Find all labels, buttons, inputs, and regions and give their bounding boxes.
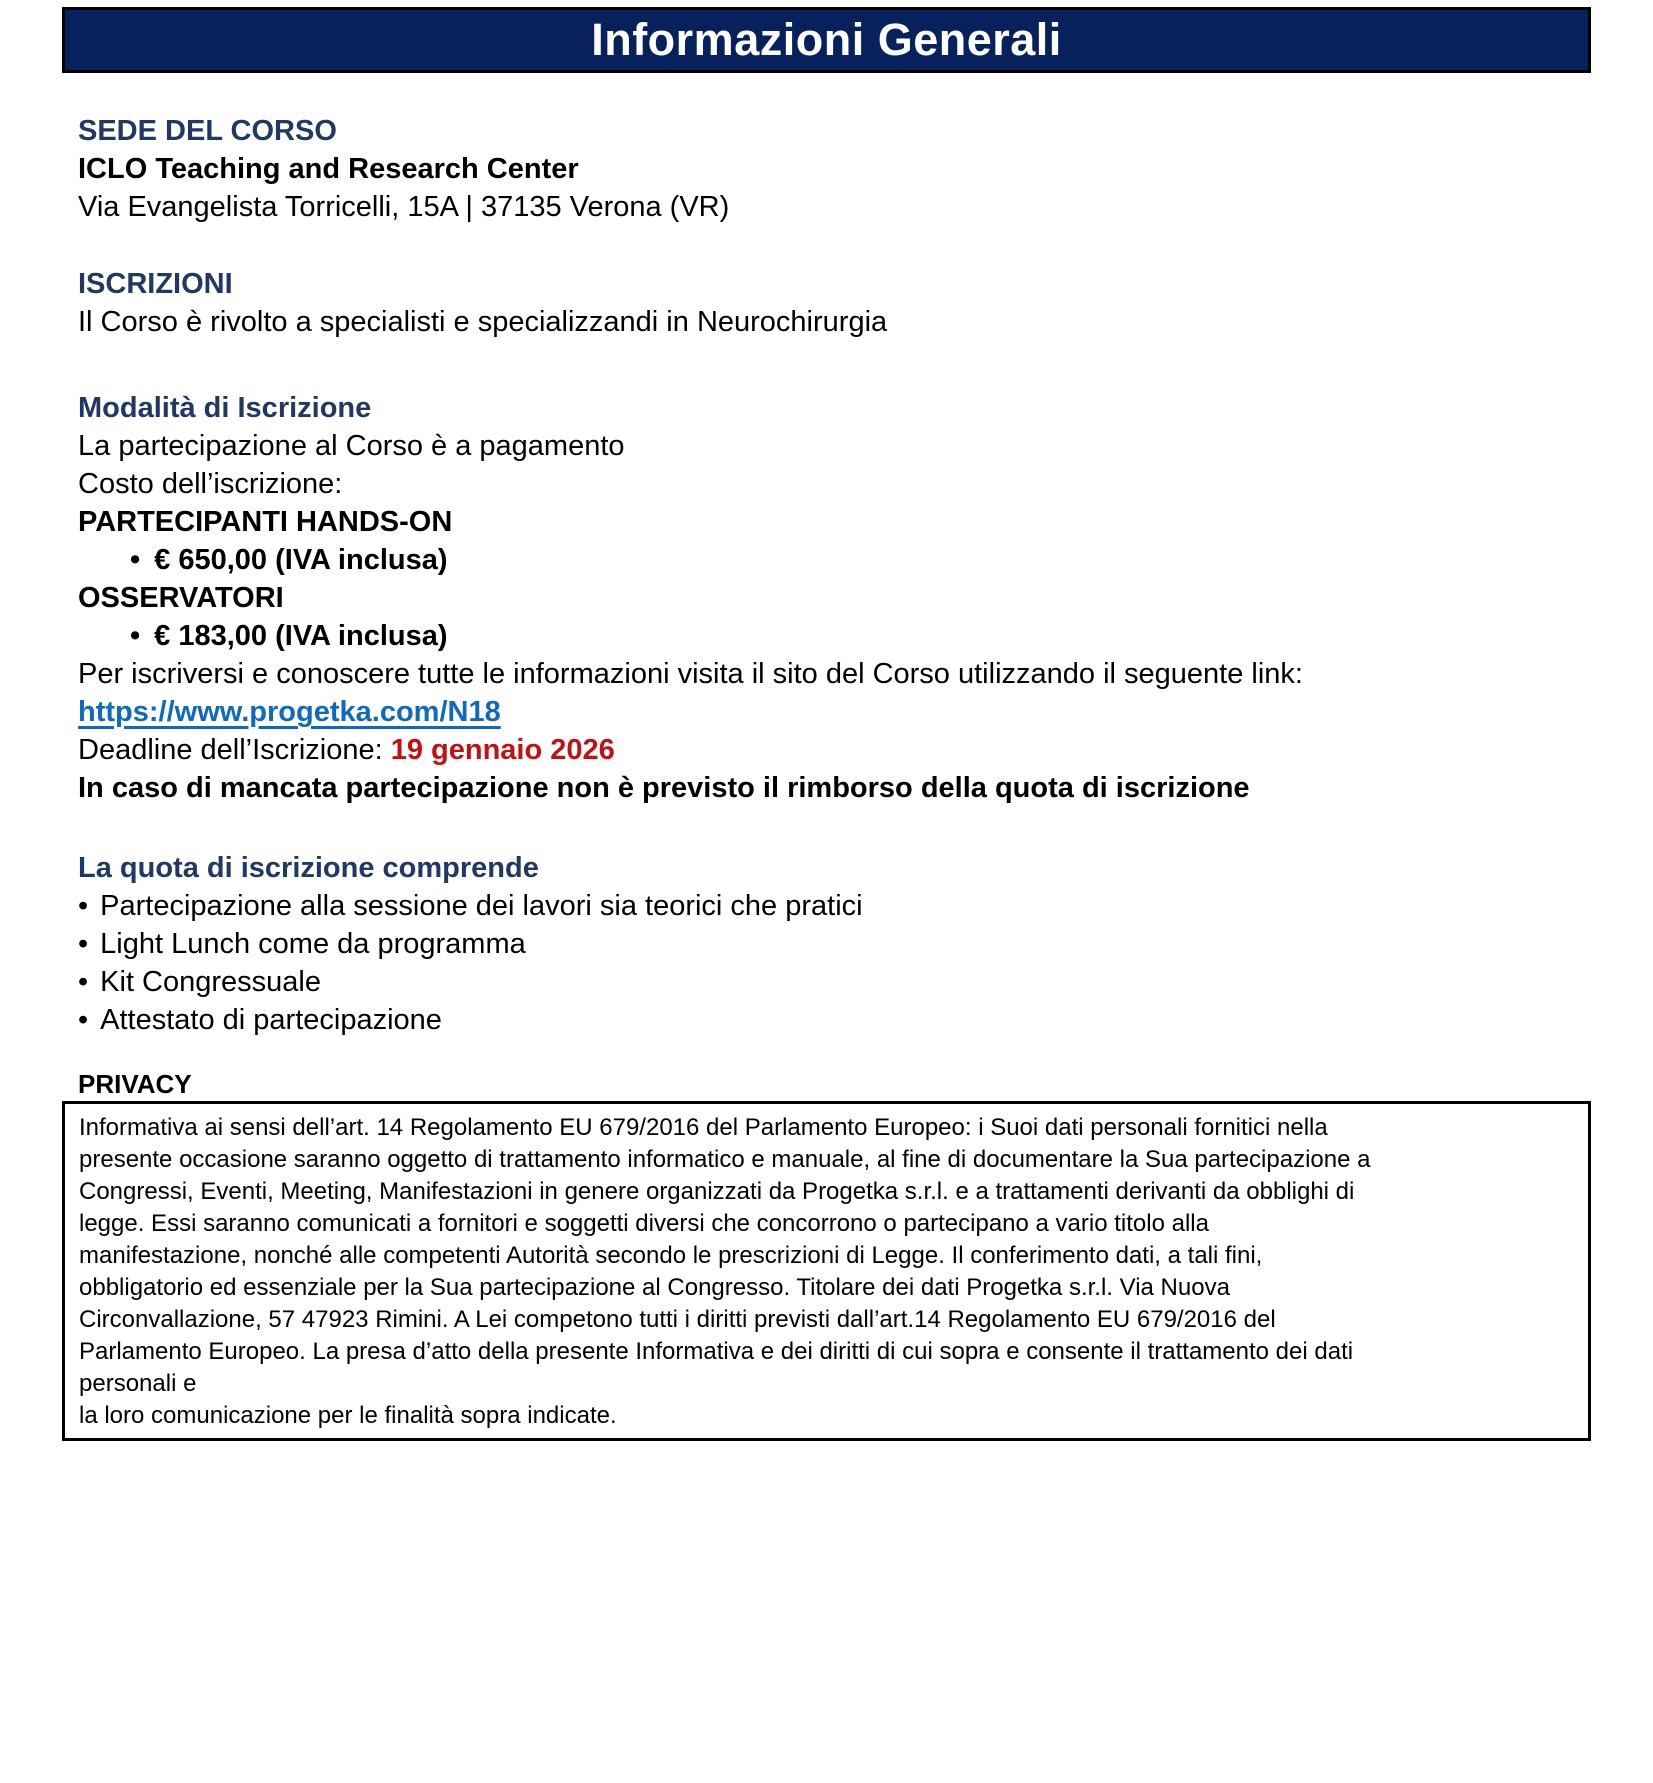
privacy-line: personali e: [79, 1370, 197, 1397]
registration-link[interactable]: https://www.progetka.com/N18: [78, 696, 501, 728]
venue-address: Via Evangelista Torricelli, 15A | 37135 Verona (VR): [78, 191, 730, 223]
privacy-line: presente occasione saranno oggetto di trattamento informatico e manuale, al fine di documentare la Sua partecipazione a: [79, 1146, 1371, 1173]
privacy-line: Parlamento Europeo. La presa d’atto della presente Informativa e dei diritti di cui sopra e consente il trattamento dei dati: [79, 1338, 1354, 1365]
privacy-line: obbligatorio ed essenziale per la Sua partecipazione al Congresso. Titolare dei dati Progetka s.r.l. Via Nuova: [79, 1274, 1230, 1301]
section-heading-iscrizioni: ISCRIZIONI: [78, 268, 233, 300]
page-title: Informazioni Generali: [591, 14, 1062, 65]
registration-link-line: [78, 693, 1581, 731]
privacy-line: legge. Essi saranno comunicati a fornitori e soggetti diversi che concorrono o partecipano a vario titolo alla: [79, 1210, 1209, 1237]
section-heading-quota: La quota di iscrizione comprende: [78, 852, 539, 884]
quota-item: • Light Lunch come da programma: [78, 925, 1581, 963]
venue-name: ICLO Teaching and Research Center: [78, 153, 579, 185]
deadline-label: Deadline dell’Iscrizione:: [78, 734, 391, 766]
privacy-line: Congressi, Eventi, Meeting, Manifestazioni in genere organizzati da Progetka s.r.l. e a trattamenti derivanti da obblighi di: [79, 1178, 1355, 1205]
no-refund-notice: In caso di mancata partecipazione non è previsto il rimborso della quota di iscrizione: [78, 772, 1250, 804]
deadline-date: 19 gennaio 2026: [390, 734, 615, 766]
privacy-heading: PRIVACY: [78, 1069, 192, 1099]
privacy-box: [62, 1101, 1591, 1441]
modalita-line2: Costo dell’iscrizione:: [78, 468, 343, 500]
section-heading-sede: SEDE DEL CORSO: [78, 115, 337, 147]
section-heading-modalita: Modalità di Iscrizione: [78, 392, 372, 424]
modalita-line1: La partecipazione al Corso è a pagamento: [78, 430, 625, 462]
register-info: Per iscriversi e conoscere tutte le informazioni visita il sito del Corso utilizzando il seguente link:: [78, 658, 1303, 690]
price-category-label: OSSERVATORI: [78, 582, 284, 614]
privacy-line: la loro comunicazione per le finalità sopra indicate.: [79, 1402, 617, 1429]
iscrizioni-body: Il Corso è rivolto a specialisti e specializzandi in Neurochirurgia: [78, 306, 888, 338]
document-content: [62, 112, 1591, 1441]
title-bar: [62, 7, 1591, 73]
privacy-line: manifestazione, nonché alle competenti Autorità secondo le prescrizioni di Legge. Il conferimento dati, a tali fini,: [79, 1242, 1263, 1269]
privacy-line: Informativa ai sensi dell’art. 14 Regolamento EU 679/2016 del Parlamento Europeo: i Suoi dati personali fornitici nella: [79, 1114, 1328, 1141]
price-bullet: • € 650,00 (IVA inclusa): [78, 541, 1581, 579]
price-category-label: PARTECIPANTI HANDS-ON: [78, 506, 453, 538]
privacy-line: Circonvallazione, 57 47923 Rimini. A Lei competono tutti i diritti previsti dall’art.14 Regolamento EU 679/2016 del: [79, 1306, 1276, 1333]
quota-item: • Kit Congressuale: [78, 963, 1581, 1001]
quota-item: • Attestato di partecipazione: [78, 1001, 1581, 1039]
quota-item: • Partecipazione alla sessione dei lavori sia teorici che pratici: [78, 887, 1581, 925]
price-bullet: • € 183,00 (IVA inclusa): [78, 617, 1581, 655]
deadline-line: [78, 731, 1581, 769]
